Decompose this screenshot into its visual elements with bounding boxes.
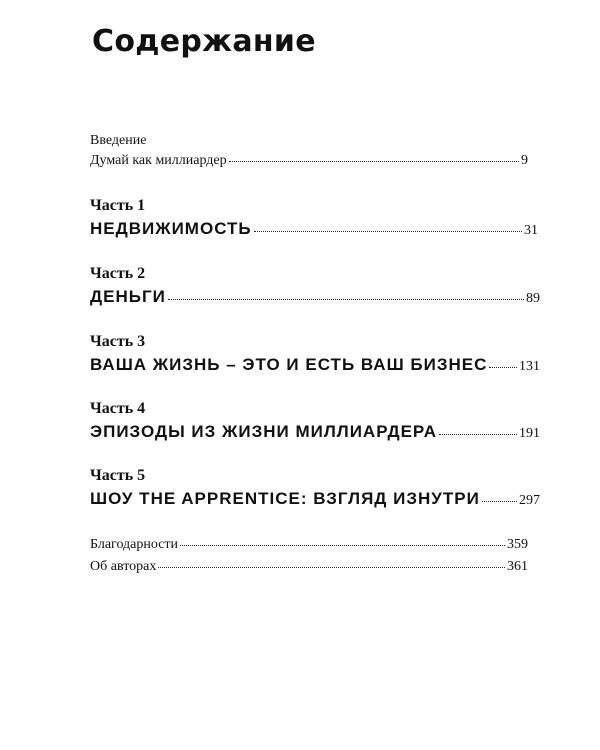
- toc-entry-title: ШОУ THE APPRENTICE: ВЗГЛЯД ИЗНУТРИ: [90, 489, 480, 508]
- toc-entry-intro[interactable]: [90, 153, 528, 169]
- toc-entry-part-3[interactable]: [90, 355, 540, 375]
- toc-entry-acknowledgements[interactable]: [90, 537, 528, 553]
- toc-entry-part-5[interactable]: [90, 489, 540, 509]
- dot-leader: [439, 434, 517, 435]
- dot-leader: [158, 567, 505, 568]
- toc-entry-page: 359: [507, 537, 528, 552]
- part-label-1: Часть 1: [90, 197, 146, 214]
- dot-leader: [180, 545, 505, 546]
- part-label-5: Часть 5: [90, 467, 146, 484]
- toc-entry-page: 131: [519, 359, 540, 374]
- toc-entry-title: Думай как миллиардер: [90, 153, 227, 168]
- toc-entry-title: Об авторах: [90, 559, 157, 574]
- part-label-4: Часть 4: [90, 400, 146, 417]
- dot-leader: [489, 367, 517, 368]
- intro-label: Введение: [90, 133, 147, 148]
- toc-entry-page: 191: [519, 426, 540, 441]
- toc-entry-page: 297: [519, 493, 540, 508]
- toc-entry-title: ДЕНЬГИ: [90, 287, 166, 306]
- part-label-2: Часть 2: [90, 265, 146, 282]
- toc-entry-page: 9: [521, 153, 528, 168]
- dot-leader: [229, 161, 519, 162]
- toc-entry-page: 31: [524, 223, 538, 238]
- part-label-3: Часть 3: [90, 333, 146, 350]
- toc-entry-page: 89: [526, 291, 540, 306]
- toc-entry-title: Благодарности: [90, 537, 179, 552]
- toc-entry-part-4[interactable]: [90, 422, 540, 442]
- toc-entry-part-1[interactable]: [90, 219, 538, 239]
- toc-entry-title: НЕДВИЖИМОСТЬ: [90, 219, 252, 238]
- toc-entry-title: ЭПИЗОДЫ ИЗ ЖИЗНИ МИЛЛИАРДЕРА: [90, 422, 438, 441]
- toc-entry-page: 361: [507, 559, 528, 574]
- dot-leader: [482, 501, 517, 502]
- page-title: Содержание: [92, 24, 316, 59]
- toc-entry-about-authors[interactable]: [90, 559, 528, 575]
- toc-entry-title: ВАША ЖИЗНЬ – ЭТО И ЕСТЬ ВАШ БИЗНЕС: [90, 355, 488, 374]
- dot-leader: [168, 299, 524, 300]
- toc-entry-part-2[interactable]: [90, 287, 540, 307]
- dot-leader: [254, 231, 522, 232]
